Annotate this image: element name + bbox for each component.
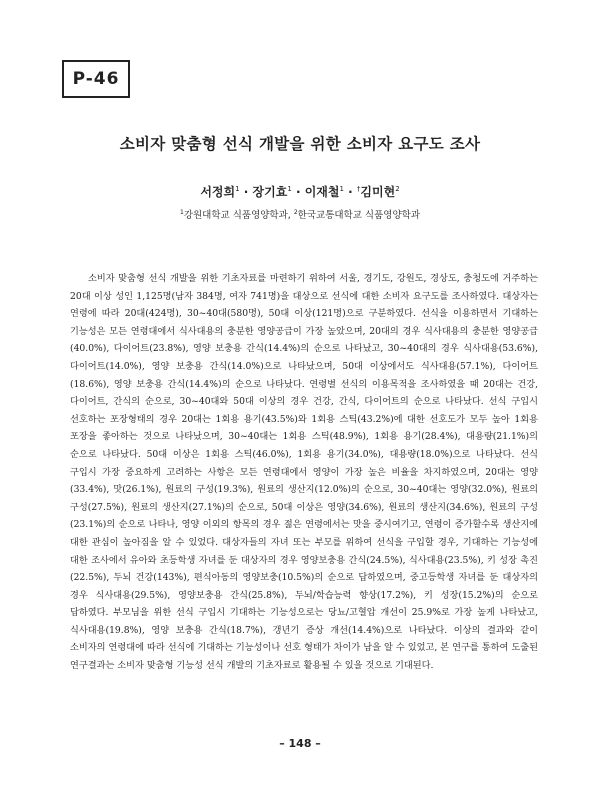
- affiliation: 강원대학교 식품영양학과,: [183, 210, 291, 221]
- poster-id-box: [62, 60, 130, 98]
- page-number: – 148 –: [279, 737, 321, 750]
- paper-title: 소비자 맞춤형 선식 개발을 위한 소비자 요구도 조사: [119, 135, 481, 153]
- poster-id: P-46: [72, 69, 120, 89]
- author-name: 김미현: [360, 185, 396, 199]
- author-affil-sup: 1: [339, 185, 344, 193]
- author-affil-sup: 2: [395, 185, 400, 193]
- author-list: [0, 183, 600, 200]
- author-name: 이재철: [304, 185, 340, 199]
- affiliation: 한국교통대학교 식품영양학과: [297, 210, 420, 221]
- author-name: 서정희: [200, 185, 236, 199]
- author-separator: ·: [348, 185, 353, 199]
- corresponding-author-mark: †: [356, 185, 361, 193]
- author-separator: ·: [295, 185, 301, 199]
- affil-sup: 2: [293, 208, 298, 216]
- author-name: 장기효: [252, 185, 288, 199]
- author-affil-sup: 1: [235, 185, 240, 193]
- abstract-body: 소비자 맞춤형 선식 개발을 위한 기초자료를 마련하기 위하여 서울, 경기도, 강원도, 경상도, 충청도에 거주하는 20대 이상 성인 1,125명(남자 384명, 여자 741명)을 대상으로 선식에 대한 소비자 요구도를 조사하였다. 대상자는 연령에 따라 20대(424명), 30~40대(580명), 50대 이상(121명)으로 구분하였다. 선식을 이용하면서 기대하는 기능성은 모든 연령대에서 식사대용의 충분한 영양공급이 가장 높았으며, 20대의 경우 식사대용의 충분한 영양공급(40.0%), 다이어트(23.8%), 영양 보충용 간식(14.4%)의 순으로 나타났고, 30~40대의 경우 식사대용(53.6%), 다이어트(14.0%), 영양 보충용 간식(14.0%)으로 나타났으며, 50대 이상에서도 식사대용(57.1%), 다이어트(18.6%), 영양 보충용 간식(14.4%)의 순으로 나타났다. 연령별 선식의 이용목적을 조사하였을 때 20대는 건강, 다이어트, 간식의 순으로, 30~40대와 50대 이상의 경우 건강, 간식, 다이어트의 순으로 나타났다. 선식 구입시 선호하는 포장형태의 경우 20대는 1회용 용기(43.5%)와 1회용 스틱(43.2%)에 대한 선호도가 모두 높아 1회용 포장을 좋아하는 것으로 나타났으며, 30~40대는 1회용 스틱(48.9%), 1회용 용기(28.4%), 대용량(21.1%)의 순으로 나타났다. 50대 이상은 1회용 스틱(46.0%), 1회용 용기(34.0%), 대용량(18.0%)으로 나타났다. 선식 구입시 가장 중요하게 고려하는 사항은 모든 연령대에서 영양이 가장 높은 비율을 차지하였으며, 20대는 영양(33.4%), 맛(26.1%), 원료의 구성(19.3%), 원료의 생산지(12.0%)의 순으로, 30~40대는 영양(32.0%), 원료의 구성(27.5%), 원료의 생산지(27.1%)의 순으로, 50대 이상은 영양(34.6%), 원료의 생산지(34.6%), 원료의 구성(23.1%)의 순으로 나타나, 영양 이외의 항목의 경우 젊은 연령에서는 맛을 중시여기고, 연령이 증가할수록 생산지에 대한 관심이 높아짐을 알 수 있었다. 대상자들의 자녀 또는 부모를 위하여 선식을 구입할 경우, 기대하는 기능성에 대한 조사에서 유아와 초등학생 자녀를 둔 대상자의 경우 영양보충용 간식(24.5%), 식사대용(23.5%), 키 성장 촉진(22.5%), 두뇌 건강(143%), 편식아동의 영양보충(10.5%)의 순으로 답하였으며, 중고등학생 자녀를 둔 대상자의 경우 식사대용(29.5%), 영양보충용 간식(25.8%), 두뇌/학습능력 향상(17.2%), 키 성장(15.2%)의 순으로 답하였다. 부모님을 위한 선식 구입시 기대하는 기능성으로는 당뇨/고혈압 개선이 25.9%로 가장 높게 나타났고, 식사대용(19.8%), 영양 보충용 간식(18.7%), 갱년기 증상 개선(14.4%)으로 나타났다. 이상의 결과와 같이 소비자의 연령대에 따라 선식에 기대하는 기능성이나 선호 형태가 차이가 남을 알 수 있었고, 본 연구를 통하여 도출된 연구결과는 소비자 맞춤형 기능성 선식 개발의 기초자료로 활용될 수 있을 것으로 기대된다.: [70, 273, 538, 672]
- author-separator: ·: [243, 185, 249, 199]
- affiliations: [0, 207, 600, 221]
- affil-sup: 1: [179, 208, 184, 216]
- author-affil-sup: 1: [287, 185, 292, 193]
